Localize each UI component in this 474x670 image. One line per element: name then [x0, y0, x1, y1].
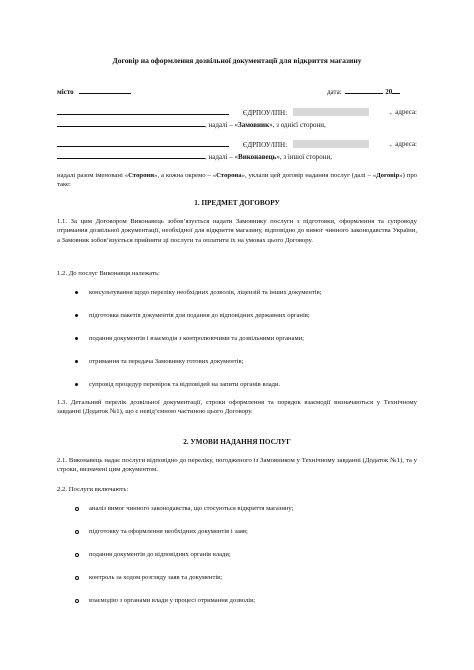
bullet-icon [75, 383, 78, 386]
bullet-icon [75, 530, 79, 534]
party1-name-field[interactable] [57, 107, 229, 115]
party1-line1 [57, 107, 417, 118]
list-item: подання документів до відповідних органів влади; [75, 550, 417, 573]
party2-role: Виконавець [238, 153, 277, 161]
party2-edrpou-label: ЄДРПОУ/ІПН: [242, 141, 288, 149]
list-item: контроль за ходом розгляду заяв та документів; [75, 573, 417, 596]
section1-services-list [75, 288, 417, 403]
list-item: отримання та передача Замовнику готових документів; [75, 357, 417, 380]
place-label: місто [57, 88, 74, 96]
bullet-icon [75, 599, 79, 603]
list-item: підготовку та оформлення необхідних документів і заяв; [75, 527, 417, 550]
year-prefix: 20 [385, 88, 393, 96]
party2-name-field[interactable] [57, 139, 229, 147]
list-item: супровід процедур перевірок та відповідей на запити органів влади. [75, 380, 417, 403]
section1-heading: 1. ПРЕДМЕТ ДОГОВОРУ [194, 199, 280, 207]
clause-1-3: 1.3. Детальний перелік дозвільної документації, строки оформлення та порядок взаємодії визначаються у Технічному завданні (Додаток №1), що є невід’ємною частиною цього Договору. [57, 399, 417, 416]
bullet-icon [75, 576, 79, 580]
party1-edrpou-label: ЄДРПОУ/ІПН: [242, 109, 288, 117]
bullet-icon [75, 507, 79, 511]
party1-edrpou-field[interactable] [293, 108, 369, 116]
party1-address-label: , адреса: [390, 108, 417, 116]
party1-address-field[interactable] [57, 119, 205, 127]
intro-paragraph: надалі разом іменовані «Сторони», а кожна окремо – «Сторона», уклали цей договір надання послуг (далі – «Договір») про таке: [57, 172, 418, 189]
party2-address-label: , адреса: [390, 140, 417, 148]
place-date-row [57, 86, 417, 97]
year-field[interactable] [392, 86, 400, 94]
party2-edrpou-field[interactable] [293, 140, 369, 148]
section2-heading: 2. УМОВИ НАДАННЯ ПОСЛУГ [183, 438, 291, 446]
list-item: підготовка пакетів документів для подання до відповідних державних органів; [75, 311, 417, 334]
bullet-icon [75, 314, 78, 317]
document-title: Договір на оформлення дозвільної документації для відкриття магазину [112, 56, 362, 65]
clause-1-2: 1.2. До послуг Виконавця належать: [57, 270, 160, 277]
bullet-icon [75, 360, 78, 363]
list-item: аналіз вимог чинного законодавства, що стосуються відкриття магазину; [75, 504, 417, 527]
place-field[interactable] [79, 86, 131, 94]
party1-line2: , надалі – «Замовник», з однієї сторони, [57, 119, 417, 130]
list-item: взаємодію з органами влади у процесі отримання дозволів; [75, 596, 417, 619]
date-label: дата: [327, 88, 342, 96]
party2-line1 [57, 139, 417, 150]
list-item: подання документів і взаємодія з контролюючими та дозвільними органами; [75, 334, 417, 357]
clause-2-1: 2.1. Виконавець надає послуги відповідно до переліку, погодженого із Замовником у Технічному завданні (Додаток №1), та у строки, визначені цим документом. [57, 457, 417, 474]
section2-services-list [75, 504, 417, 619]
clause-2-2: 2.2. Послуги включають: [57, 486, 129, 493]
bullet-icon [75, 291, 78, 294]
bullet-icon [75, 337, 78, 340]
clause-1-1: 1.1. За цим Договором Виконавець зобов’язується надати Замовнику послуги з підготовки, оформлення та супроводу отримання дозвільної документації, необхідної для відкриття магазину, відповідно до вимог чинного законодавства України, а Замовник зобов’язується прийняти ці послуги та оплатити їх на умовах цього Договору. [57, 218, 417, 244]
party1-role: Замовник [238, 121, 270, 129]
date-group [327, 86, 400, 97]
party2-address-field[interactable] [57, 151, 205, 159]
party2-line2: , надалі – «Виконавець», з іншої сторони, [57, 151, 417, 162]
date-field[interactable] [345, 86, 383, 94]
bullet-icon [75, 553, 79, 557]
list-item: консультування щодо переліку необхідних дозволів, ліцензій та інших документів; [75, 288, 417, 311]
